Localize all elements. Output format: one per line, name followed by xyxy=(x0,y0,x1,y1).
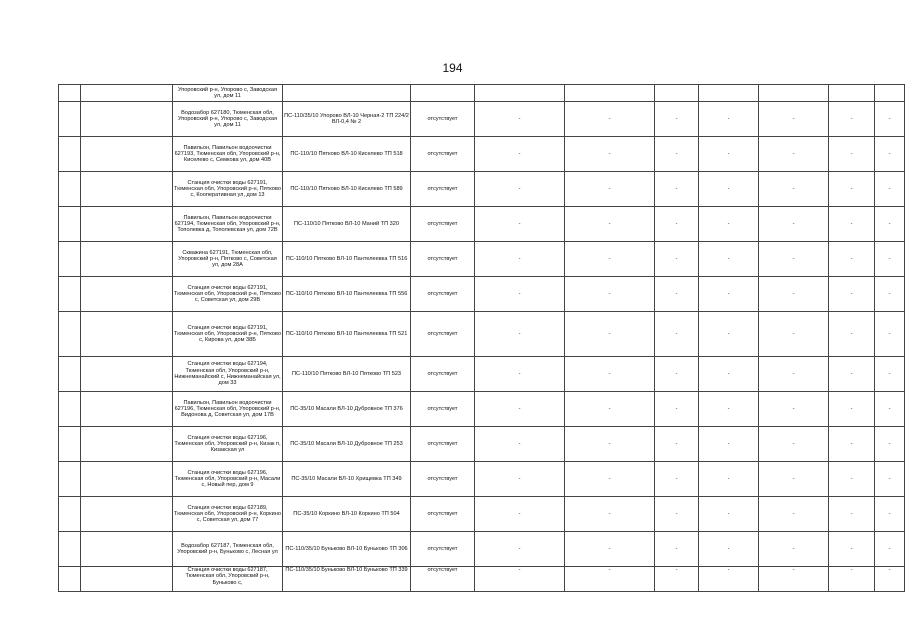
dash-cell: - xyxy=(565,357,655,392)
row-index-cell xyxy=(59,427,81,462)
dash-cell: - xyxy=(875,357,905,392)
dash-cell: - xyxy=(699,427,759,462)
status-cell: отсутствует xyxy=(411,532,475,567)
dash-cell: - xyxy=(699,532,759,567)
dash-cell: - xyxy=(759,462,829,497)
power-line-cell: ПС-35/10 Коркино ВЛ-10 Коркино ТП 504 xyxy=(283,497,411,532)
address-cell: Водозабор 627187, Тюменская обл, Упоровский р-н, Буньково с, Лесная ул xyxy=(173,532,283,567)
address-cell: Станция очистки воды 627194, Тюменская обл, Упоровский р-н, Нижнеманайский с, Нижнеманайская ул, дом 33 xyxy=(173,357,283,392)
row-blank-cell xyxy=(81,497,173,532)
dash-cell: - xyxy=(829,172,875,207)
power-line-cell: ПС-110/35/10 Упорово ВЛ-10 Черная-2 ТП 224/2 ВЛ-0,4 № 2 xyxy=(283,102,411,137)
row-index-cell xyxy=(59,102,81,137)
row-blank-cell xyxy=(81,567,173,592)
dash-cell: - xyxy=(829,532,875,567)
dash-cell: - xyxy=(655,172,699,207)
address-cell: Станция очистки воды 627191, Тюменская обл, Упоровский р-н, Пятково с, Советская ул, дом 29В xyxy=(173,277,283,312)
table-row xyxy=(59,567,905,592)
status-cell: отсутствует xyxy=(411,277,475,312)
status-cell: отсутствует xyxy=(411,172,475,207)
address-cell: Станция очистки воды 627196, Тюменская обл, Упоровский р-н, Кизак п, Кизакская ул xyxy=(173,427,283,462)
dash-cell: - xyxy=(565,532,655,567)
document-table xyxy=(58,84,905,592)
dash-cell: - xyxy=(565,312,655,357)
dash-cell: - xyxy=(655,137,699,172)
power-line-cell xyxy=(283,85,411,102)
dash-cell: - xyxy=(475,532,565,567)
row-index-cell xyxy=(59,277,81,312)
address-cell: Станция очистки воды 627187, Тюменская обл, Упоровский р-н, Буньково с, xyxy=(173,567,283,592)
row-index-cell xyxy=(59,85,81,102)
status-cell: отсутствует xyxy=(411,392,475,427)
row-index-cell xyxy=(59,532,81,567)
row-blank-cell xyxy=(81,102,173,137)
dash-cell: - xyxy=(699,242,759,277)
empty-cell xyxy=(829,85,875,102)
dash-cell: - xyxy=(565,242,655,277)
dash-cell: - xyxy=(565,497,655,532)
dash-cell: - xyxy=(699,137,759,172)
dash-cell: - xyxy=(759,532,829,567)
empty-cell xyxy=(655,85,699,102)
dash-cell: - xyxy=(475,567,565,592)
status-cell: отсутствует xyxy=(411,102,475,137)
dash-cell: - xyxy=(699,277,759,312)
dash-cell: - xyxy=(475,497,565,532)
dash-cell: - xyxy=(699,497,759,532)
dash-cell: - xyxy=(475,392,565,427)
dash-cell: - xyxy=(565,102,655,137)
row-index-cell xyxy=(59,207,81,242)
dash-cell: - xyxy=(759,172,829,207)
empty-cell xyxy=(759,85,829,102)
dash-cell: - xyxy=(565,567,655,592)
address-cell: Станция очистки воды 627191, Тюменская обл, Упоровский р-н, Пятково с, Кирова ул, дом 38Б xyxy=(173,312,283,357)
dash-cell: - xyxy=(759,277,829,312)
address-cell: Упоровский р-н, Упорово с, Заводская ул, дом 11 xyxy=(173,85,283,102)
dash-cell: - xyxy=(759,102,829,137)
dash-cell: - xyxy=(565,392,655,427)
dash-cell: - xyxy=(565,207,655,242)
row-index-cell xyxy=(59,357,81,392)
dash-cell: - xyxy=(829,567,875,592)
empty-cell xyxy=(565,85,655,102)
dash-cell: - xyxy=(655,497,699,532)
row-blank-cell xyxy=(81,85,173,102)
power-line-cell: ПС-110/10 Пятково ВЛ-10 Киселево ТП 589 xyxy=(283,172,411,207)
table-row xyxy=(59,137,905,172)
dash-cell: - xyxy=(829,427,875,462)
dash-cell: - xyxy=(875,242,905,277)
dash-cell: - xyxy=(699,312,759,357)
dash-cell: - xyxy=(699,392,759,427)
dash-cell: - xyxy=(759,392,829,427)
dash-cell: - xyxy=(475,102,565,137)
dash-cell: - xyxy=(759,242,829,277)
dash-cell: - xyxy=(565,277,655,312)
dash-cell: - xyxy=(655,277,699,312)
dash-cell: - xyxy=(759,357,829,392)
table-row xyxy=(59,392,905,427)
address-cell: Водозабор 627180, Тюменская обл, Упоровский р-н, Упорово с, Заводская ул, дом 11 xyxy=(173,102,283,137)
dash-cell: - xyxy=(829,242,875,277)
dash-cell: - xyxy=(829,102,875,137)
status-cell: отсутствует xyxy=(411,567,475,592)
table-row xyxy=(59,242,905,277)
dash-cell: - xyxy=(759,427,829,462)
power-line-cell: ПС-35/10 Масали ВЛ-10 Дубровное ТП 253 xyxy=(283,427,411,462)
dash-cell: - xyxy=(475,242,565,277)
dash-cell: - xyxy=(475,172,565,207)
dash-cell: - xyxy=(875,277,905,312)
table-row xyxy=(59,462,905,497)
dash-cell: - xyxy=(565,427,655,462)
empty-cell xyxy=(699,85,759,102)
dash-cell: - xyxy=(655,312,699,357)
status-cell: отсутствует xyxy=(411,137,475,172)
table-row xyxy=(59,102,905,137)
dash-cell: - xyxy=(759,567,829,592)
table-row xyxy=(59,497,905,532)
dash-cell: - xyxy=(475,427,565,462)
dash-cell: - xyxy=(475,462,565,497)
power-line-cell: ПС-110/10 Пятково ВЛ-10 Маний ТП 320 xyxy=(283,207,411,242)
row-blank-cell xyxy=(81,277,173,312)
row-blank-cell xyxy=(81,462,173,497)
dash-cell: - xyxy=(759,312,829,357)
empty-cell xyxy=(411,85,475,102)
row-blank-cell xyxy=(81,357,173,392)
dash-cell: - xyxy=(565,137,655,172)
row-index-cell xyxy=(59,462,81,497)
status-cell: отсутствует xyxy=(411,427,475,462)
power-line-cell: ПС-110/35/10 Буньково ВЛ-10 Буньково ТП 306 xyxy=(283,532,411,567)
dash-cell: - xyxy=(875,497,905,532)
dash-cell: - xyxy=(475,277,565,312)
dash-cell: - xyxy=(655,102,699,137)
table-row xyxy=(59,532,905,567)
dash-cell: - xyxy=(759,207,829,242)
dash-cell: - xyxy=(829,462,875,497)
address-cell: Павильон, Павильон водоочистки 627194, Тюменская обл, Упоровский р-н, Тополевка д, Тополевская ул, дом 72В xyxy=(173,207,283,242)
address-cell: Станция очистки воды 627189, Тюменская обл, Упоровский р-н, Коркино с, Советская ул, дом 77 xyxy=(173,497,283,532)
row-index-cell xyxy=(59,497,81,532)
address-cell: Скважина 627191, Тюменская обл, Упоровский р-н, Пятково с, Советская ул, дом 28А xyxy=(173,242,283,277)
dash-cell: - xyxy=(829,357,875,392)
empty-cell xyxy=(475,85,565,102)
dash-cell: - xyxy=(475,137,565,172)
dash-cell: - xyxy=(829,392,875,427)
row-blank-cell xyxy=(81,392,173,427)
dash-cell: - xyxy=(655,207,699,242)
row-blank-cell xyxy=(81,207,173,242)
dash-cell: - xyxy=(699,567,759,592)
dash-cell: - xyxy=(875,207,905,242)
power-line-cell: ПС-110/10 Пятково ВЛ-10 Киселево ТП 518 xyxy=(283,137,411,172)
dash-cell: - xyxy=(759,497,829,532)
address-cell: Станция очистки воды 627196, Тюменская обл, Упоровский р-н, Масали с, Новый пер, дом 9 xyxy=(173,462,283,497)
dash-cell: - xyxy=(875,532,905,567)
dash-cell: - xyxy=(829,312,875,357)
dash-cell: - xyxy=(655,392,699,427)
power-line-cell: ПС-110/35/10 Буньково ВЛ-10 Буньково ТП 339 xyxy=(283,567,411,592)
empty-cell xyxy=(875,85,905,102)
dash-cell: - xyxy=(875,137,905,172)
dash-cell: - xyxy=(699,462,759,497)
dash-cell: - xyxy=(475,207,565,242)
status-cell: отсутствует xyxy=(411,462,475,497)
row-index-cell xyxy=(59,392,81,427)
row-blank-cell xyxy=(81,137,173,172)
dash-cell: - xyxy=(759,137,829,172)
dash-cell: - xyxy=(829,137,875,172)
row-index-cell xyxy=(59,242,81,277)
dash-cell: - xyxy=(699,102,759,137)
power-line-cell: ПС-35/10 Масали ВЛ-10 Дубровное ТП 376 xyxy=(283,392,411,427)
row-index-cell xyxy=(59,172,81,207)
dash-cell: - xyxy=(829,277,875,312)
dash-cell: - xyxy=(655,427,699,462)
power-line-cell: ПС-110/10 Пятково ВЛ-10 Пятково ТП 523 xyxy=(283,357,411,392)
table-row xyxy=(59,85,905,102)
power-line-cell: ПС-110/10 Пятково ВЛ-10 Пантелеевка ТП 556 xyxy=(283,277,411,312)
row-index-cell xyxy=(59,137,81,172)
table-row xyxy=(59,172,905,207)
power-line-cell: ПС-110/10 Пятково ВЛ-10 Пантелеевка ТП 516 xyxy=(283,242,411,277)
address-cell: Павильон, Павильон водоочистки 627196, Тюменская обл, Упоровский р-н, Видонова д, Советская ул, дом 17В xyxy=(173,392,283,427)
dash-cell: - xyxy=(655,567,699,592)
dash-cell: - xyxy=(475,312,565,357)
status-cell: отсутствует xyxy=(411,357,475,392)
dash-cell: - xyxy=(655,242,699,277)
row-blank-cell xyxy=(81,242,173,277)
row-index-cell xyxy=(59,567,81,592)
row-blank-cell xyxy=(81,427,173,462)
status-cell: отсутствует xyxy=(411,207,475,242)
power-line-cell: ПС-110/10 Пятково ВЛ-10 Пантелеевка ТП 521 xyxy=(283,312,411,357)
dash-cell: - xyxy=(875,392,905,427)
address-cell: Станция очистки воды 627191, Тюменская обл, Упоровский р-н, Пятково с, Кооперативная ул, дом 13 xyxy=(173,172,283,207)
dash-cell: - xyxy=(699,357,759,392)
status-cell: отсутствует xyxy=(411,497,475,532)
dash-cell: - xyxy=(875,462,905,497)
page-number: 194 xyxy=(442,61,463,75)
dash-cell: - xyxy=(565,462,655,497)
dash-cell: - xyxy=(655,462,699,497)
address-cell: Павильон, Павильон водоочистки 627193, Тюменская обл, Упоровский р-н, Киселево с, Семкова ул, дом 40В xyxy=(173,137,283,172)
dash-cell: - xyxy=(829,207,875,242)
dash-cell: - xyxy=(875,567,905,592)
dash-cell: - xyxy=(699,207,759,242)
row-blank-cell xyxy=(81,532,173,567)
dash-cell: - xyxy=(699,172,759,207)
dash-cell: - xyxy=(475,357,565,392)
row-index-cell xyxy=(59,312,81,357)
dash-cell: - xyxy=(565,172,655,207)
table-row xyxy=(59,312,905,357)
table-row xyxy=(59,427,905,462)
dash-cell: - xyxy=(875,312,905,357)
status-cell: отсутствует xyxy=(411,312,475,357)
table-row xyxy=(59,207,905,242)
status-cell: отсутствует xyxy=(411,242,475,277)
row-blank-cell xyxy=(81,312,173,357)
table-row xyxy=(59,357,905,392)
dash-cell: - xyxy=(655,357,699,392)
dash-cell: - xyxy=(829,497,875,532)
table-row xyxy=(59,277,905,312)
dash-cell: - xyxy=(655,532,699,567)
power-line-cell: ПС-35/10 Масали ВЛ-10 Хрищевка ТП 349 xyxy=(283,462,411,497)
dash-cell: - xyxy=(875,172,905,207)
row-blank-cell xyxy=(81,172,173,207)
dash-cell: - xyxy=(875,102,905,137)
dash-cell: - xyxy=(875,427,905,462)
